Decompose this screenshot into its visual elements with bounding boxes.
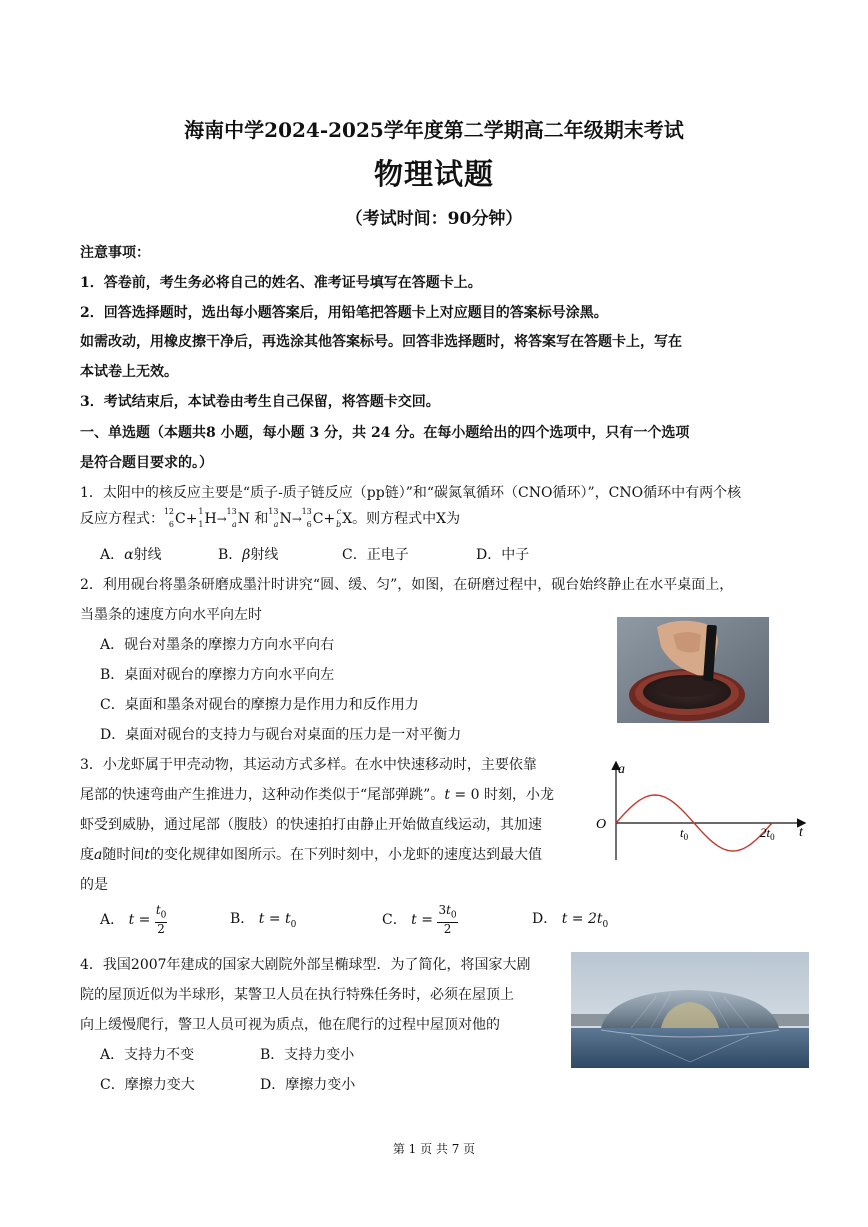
subject-title: 物理试题 [373,157,494,191]
q4-stem: 4．我国2007年建成的国家大剧院外部呈椭球型．为了简化，将国家大剧 [80,957,531,973]
origin-label: O [596,817,607,832]
page-footer: 第 1 页 共 7 页 [392,1142,476,1156]
q1-option-c: C．正电子 [342,547,409,563]
q3-stem-line5: 的是 [80,877,108,893]
q1-option-b: B．β射线 [218,547,279,563]
nuclide-h1: 1 1 [198,507,204,529]
q4-option-b: B．支持力变小 [260,1047,355,1063]
q2-option-a: A．砚台对墨条的摩擦力方向水平向右 [100,637,335,653]
notice-item-3: 3．考试结束后，本试卷由考生自己保留，将答题卡交回。 [80,394,440,410]
q1-option-a: A．α射线 [100,547,162,563]
q3-stem: 3．小龙虾属于甲壳动物，其运动方式多样。在水中快速移动时，主要依靠 [80,757,537,773]
nuclide-x: c b [336,507,342,529]
q1-option-d: D．中子 [476,547,530,563]
q4-option-d: D．摩擦力变小 [260,1077,356,1093]
q4-option-a: A．支持力不变 [100,1047,195,1063]
notice-item-2: 2．回答选择题时，选出每小题答案后，用铅笔把答题卡上对应题目的答案标号涂黑。 [80,305,608,321]
x-axis-label: t [799,825,803,840]
q4-stem-line3: 向上缓慢爬行，警卫人员可视为质点，他在爬行的过程中屋顶对他的 [80,1017,500,1033]
notice-item-2-cont2: 本试卷上无效。 [80,364,178,380]
acceleration-time-graph [590,755,815,865]
q2-option-b: B．桌面对砚台的摩擦力方向水平向左 [100,667,335,683]
inkstone-photo [617,617,769,723]
q3-option-b: B． $t = t_0$ [230,911,297,930]
tick-2t0: $2t_0$ [760,825,775,842]
q2-stem-cont: 当墨条的速度方向水平向左时 [80,607,262,623]
grand-theatre-photo [571,952,809,1068]
notice-heading: 注意事项： [80,245,150,261]
section-heading-cont: 是符合题目要求的。） [80,455,213,471]
q1-equation-line: 反应方程式： 12 6 C+ 1 1 H→ 13 a N 和 13 a N→ 13 6 C+ c b X。则方程式中X为 [80,507,461,529]
y-axis-label: a [618,762,625,777]
q1-stem: 1．太阳中的核反应主要是“质子-质子链反应（pp链）”和“碳氮氧循环（CNO循环）”，CNO循环中有两个核 [80,485,742,501]
q2-option-c: C．桌面和墨条对砚台的摩擦力是作用力和反作用力 [100,697,419,713]
notice-item-2-cont: 如需改动，用橡皮擦干净后，再选涂其他答案标号。回答非选择题时，将答案写在答题卡上，写在 [80,334,682,350]
school-title: 海南中学2024-2025学年度第二学期高二年级期末考试 [184,118,684,142]
q3-stem-line3: 虾受到威胁，通过尾部（腹肢）的快速拍打由静止开始做直线运动，其加速 [80,817,542,833]
section-heading: 一、单选题（本题共8 小题，每小题 3 分，共 24 分。在每小题给出的四个选项中，只有一个选项 [80,425,690,441]
tick-t0: $t_0$ [680,825,689,842]
q3-option-d: D． $t = 2t_0$ [532,911,609,930]
nuclide-n13-b: 13 a [268,507,279,529]
q3-stem-line2: 尾部的快速弯曲产生推进力，这种动作类似于“尾部弹跳”。t = 0 时刻，小龙 [80,787,554,803]
q2-stem: 2．利用砚台将墨条研磨成墨汁时讲究“圆、缓、匀”，如图，在研磨过程中，砚台始终静止在水平桌面上， [80,577,734,593]
nuclide-c12: 12 6 [163,507,174,529]
notice-item-1: 1．答卷前，考生务必将自己的姓名、准考证号填写在答题卡上。 [80,275,482,291]
q4-option-c: C．摩擦力变大 [100,1077,195,1093]
q4-stem-line2: 院的屋顶近似为半球形，某警卫人员在执行特殊任务时，必须在屋顶上 [80,987,514,1003]
q3-option-a: A． t = $\frac{t_0}{2}$ [100,903,167,937]
q1-equation-suffix: 。则方程式中X为 [352,511,461,527]
exam-duration: （考试时间：90分钟） [345,209,523,229]
nuclide-n13: 13 a [226,507,237,529]
nuclide-c13: 13 6 [301,507,312,529]
q3-stem-line4: 度a随时间t的变化规律如图所示。在下列时刻中，小龙虾的速度达到最大值 [80,847,542,863]
q1-equation-prefix: 反应方程式： [80,511,164,527]
q3-option-c: C． t = $\frac{3t_0}{2}$ [382,903,457,937]
q2-option-d: D．桌面对砚台的支持力与砚台对桌面的压力是一对平衡力 [100,727,462,743]
